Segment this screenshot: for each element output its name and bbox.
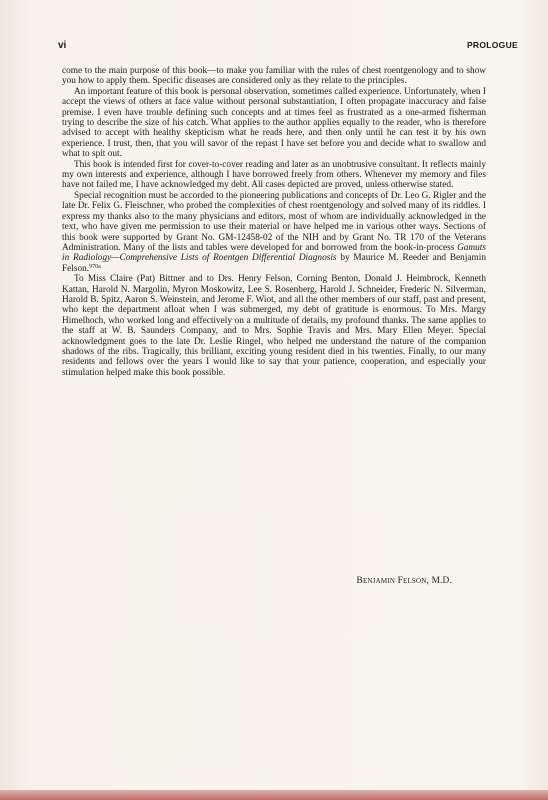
page-number: vi bbox=[58, 40, 67, 51]
paragraph-4 bbox=[62, 191, 486, 274]
reference-superscript: 970a bbox=[89, 263, 101, 270]
section-title: PROLOGUE bbox=[466, 40, 518, 50]
paragraph-2: An important feature of this book is personal observation, sometimes called experience. Unfortunately, when I accept the views of others at face value without personal substantiation, I often propagate inaccuracy and false premise. I even have trouble defining such concepts and at times feel as frustrated as a one-armed fisherman trying to describe the size of his catch. What applies to the author applies equally to the reader, who is therefore advised to accept with healthy skepticism what he reads here, and then only until he can test it by his own experience. I trust, then, that you will savor of the repast I have set before you and decide what to swallow and what to spit out. bbox=[62, 86, 486, 160]
paragraph-4-end: by Maurice M. Reeder and Benjamin Felson. bbox=[62, 253, 486, 274]
body-text bbox=[62, 66, 486, 378]
paragraph-1: come to the main purpose of this book—to make you familiar with the rules of chest roentgenology and to show you how to apply them. Specific diseases are considered only as they relate to the principles. bbox=[62, 66, 486, 87]
author-signature: Benjamin Felson, M.D. bbox=[356, 576, 452, 586]
running-head bbox=[58, 40, 518, 54]
paragraph-5: To Miss Claire (Pat) Bittner and to Drs. Henry Felson, Corning Benton, Donald J. Heimbrock, Kenneth Kattan, Harold N. Margolin, Myron Moskowitz, Lee S. Rosenberg, Harold J. Schneider, Frederic N. Silverman, Harold B. Spitz, Aaron S. Weinstein, and Jerome F. Wiot, and all the other members of our staff, past and present, who kept the department afloat when I was submerged, my debt of gratitude is enormous. To Mrs. Margy Himelhoch, who worked long and effectively on a multitude of details, my profound thanks. The same applies to the staff at W. B. Saunders Company, and to Mrs. Sophie Travis and Mrs. Mary Ellen Meyer. Special acknowledgment goes to the late Dr. Leslie Ringel, who helped me understand the nature of the companion shadows of the ribs. Tragically, this brilliant, exciting young resident died in his twenties. Finally, to our many residents and fellows over the years I would like to say that your patience, cooperation, and especially your stimulation helped make this book possible. bbox=[62, 274, 486, 378]
paragraph-3: This book is intended first for cover-to-cover reading and later as an unobtrusive consultant. It reflects mainly my own interests and experience, although I have borrowed freely from others. Whenever my memory and files have not failed me, I have acknowledged my debt. All cases depicted are proved, unless otherwise stated. bbox=[62, 159, 486, 191]
page-bottom-edge bbox=[0, 790, 548, 800]
paragraph-4-text: Special recognition must be accorded to the pioneering publications and concepts of Dr. Leo G. Rigler and the late Dr. Felix G. Fleischner, who probed the complexities of chest roentgenology and solved many of its riddles. I express my thanks also to the many physicians and editors, most of whom are individually acknowledged in the text, who have given me permission to use their material or have helped me in various other ways. Sections of this book were supported by Grant No. GM-12458-02 of the NIH and by Grant No. TR 170 of the Veterans Administration. Many of the lists and tables were developed for and borrowed from the book-in-process bbox=[62, 190, 486, 253]
book-title-italic: Gamuts in Radiology—Comprehensive Lists of Roentgen Differential Diagnosis bbox=[62, 242, 486, 264]
